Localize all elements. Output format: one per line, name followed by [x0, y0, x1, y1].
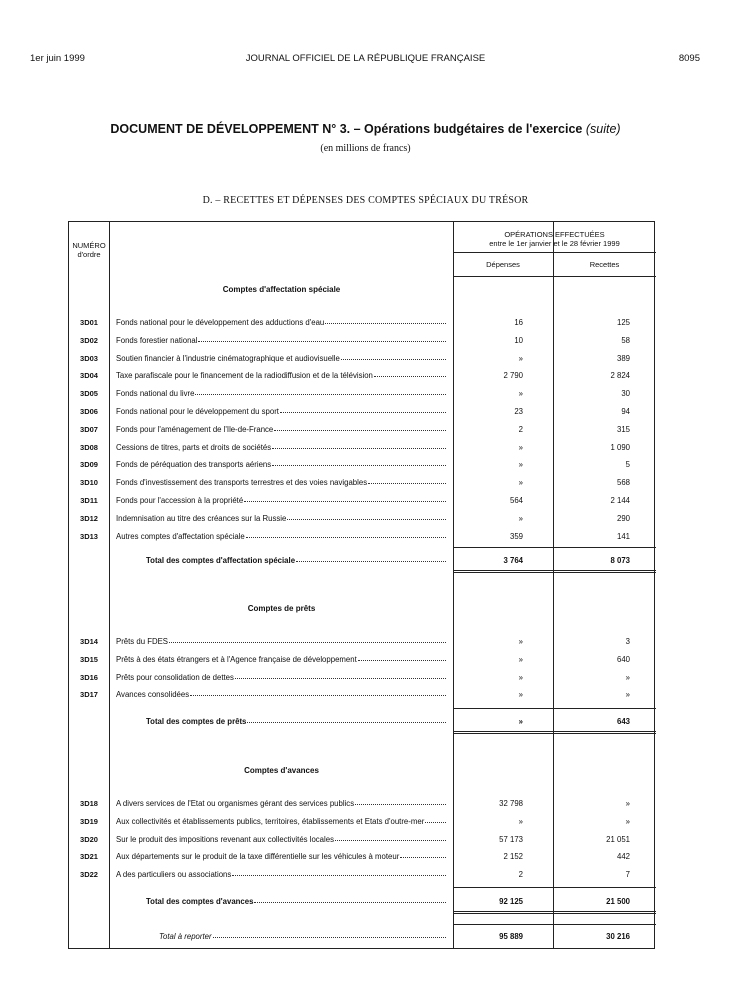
- total-recettes: 21 500: [606, 897, 630, 906]
- report-row: [69, 931, 656, 945]
- leader-dots: [400, 852, 446, 858]
- table-row: [69, 459, 656, 473]
- group-title: Comptes de prêts: [247, 604, 316, 613]
- group-title: Comptes d'affectation spéciale: [222, 285, 341, 294]
- row-depenses: 359: [509, 531, 523, 541]
- row-number: 3D01: [80, 318, 98, 327]
- header-journal-title: JOURNAL OFFICIEL DE LA RÉPUBLIQUE FRANÇAISE: [245, 53, 486, 64]
- header-divider: [453, 276, 656, 277]
- header-page-number: 8095: [678, 53, 700, 64]
- row-recettes: »: [625, 799, 630, 808]
- row-label: [116, 354, 448, 363]
- row-label: [116, 673, 448, 682]
- row-depenses: »: [518, 654, 523, 664]
- total-double-rule: [453, 731, 656, 734]
- table-row: [69, 531, 656, 545]
- row-recettes: 2 144: [610, 496, 630, 505]
- row-number: 3D03: [80, 353, 98, 363]
- row-label-text: Fonds d'investissement des transports terrestres et des voies navigables: [116, 478, 368, 488]
- document-unit: (en millions de francs): [320, 143, 411, 154]
- row-label-text: Cessions de titres, parts et droits de sociétés: [116, 442, 272, 452]
- row-recettes: 7: [625, 870, 630, 880]
- row-depenses: 2 152: [503, 852, 523, 862]
- row-number: 3D17: [80, 690, 98, 700]
- row-label-text: Prêts pour consolidation de dettes: [116, 672, 234, 682]
- total-label-text: Total des comptes d'avances: [146, 897, 254, 906]
- row-label: [116, 407, 448, 416]
- header-date: 1er juin 1999: [30, 53, 85, 64]
- leader-dots: [190, 690, 446, 696]
- total-rule: [453, 708, 656, 709]
- row-number: 3D18: [80, 799, 98, 808]
- row-recettes: 442: [616, 852, 630, 862]
- row-label: [116, 371, 448, 380]
- leader-dots: [272, 443, 446, 449]
- table-row: [69, 816, 656, 830]
- table-row: [69, 388, 656, 402]
- row-number: 3D12: [80, 513, 98, 523]
- row-label-text: Autres comptes d'affectation spéciale: [116, 531, 245, 541]
- total-depenses: »: [518, 717, 523, 726]
- num-header-label: NUMÉRO: [72, 241, 106, 250]
- row-label-text: A divers services de l'Etat ou organismes gérant des services publics: [116, 799, 355, 808]
- row-label-text: Fonds national pour le développement des adductions d'eau: [116, 318, 325, 327]
- row-label: [116, 655, 448, 664]
- row-number: 3D20: [80, 834, 98, 844]
- row-depenses: 2: [518, 870, 523, 880]
- total-label: [146, 897, 448, 906]
- row-recettes: 30: [621, 389, 630, 399]
- total-rule: [453, 924, 656, 925]
- table-row: [69, 495, 656, 509]
- row-label: [116, 835, 448, 844]
- row-number: 3D04: [80, 371, 98, 381]
- leader-dots: [335, 835, 446, 841]
- header-divider: [453, 252, 656, 253]
- total-rule: [453, 887, 656, 888]
- operations-header-label: OPÉRATIONS EFFECTUÉES: [504, 230, 605, 239]
- row-number: 3D15: [80, 654, 98, 664]
- row-number: 3D10: [80, 478, 98, 488]
- table-row: [69, 353, 656, 367]
- leader-dots: [355, 799, 446, 805]
- row-label-text: Avances consolidées: [116, 690, 190, 700]
- row-label: [116, 318, 448, 327]
- table-row: [69, 689, 656, 703]
- operations-header-sub: entre le 1er janvier et le 28 février 1999: [489, 238, 620, 248]
- leader-dots: [341, 354, 446, 360]
- total-recettes: 8 073: [610, 556, 630, 565]
- row-label-text: Fonds pour l'accession à la propriété: [116, 496, 244, 505]
- table-row: [69, 798, 656, 812]
- section-title: D. – RECETTES ET DÉPENSES DES COMPTES SPÉCIAUX DU TRÉSOR: [202, 195, 529, 206]
- row-label-text: A des particuliers ou associations: [116, 870, 232, 880]
- row-recettes: 125: [616, 318, 630, 327]
- leader-dots: [325, 318, 446, 324]
- row-recettes: »: [625, 690, 630, 700]
- leader-dots: [213, 932, 446, 938]
- row-label: [116, 532, 448, 541]
- row-number: 3D02: [80, 335, 98, 345]
- table-row: [69, 672, 656, 686]
- row-label: [116, 870, 448, 879]
- document-title: [0, 122, 731, 136]
- row-depenses: 32 798: [499, 799, 523, 808]
- accounts-table: [68, 221, 655, 949]
- total-double-rule: [453, 570, 656, 573]
- row-depenses: »: [518, 672, 523, 682]
- total-row: [69, 555, 656, 569]
- row-depenses: 2: [518, 424, 523, 434]
- leader-dots: [358, 655, 446, 661]
- row-number: 3D16: [80, 672, 98, 682]
- total-depenses: 95 889: [499, 932, 523, 941]
- row-number: 3D07: [80, 424, 98, 434]
- leader-dots: [169, 637, 446, 643]
- row-depenses: »: [518, 389, 523, 399]
- total-depenses: 92 125: [499, 897, 523, 906]
- row-label-text: Aux départements sur le produit de la taxe différentielle sur les véhicules à moteur: [116, 852, 400, 862]
- row-depenses: »: [518, 690, 523, 700]
- table-row: [69, 654, 656, 668]
- total-double-rule: [453, 911, 656, 914]
- total-label-text: Total des comptes d'affectation spéciale: [146, 556, 296, 565]
- row-depenses: 2 790: [503, 371, 523, 381]
- row-label: [116, 460, 448, 469]
- row-label-text: Fonds national du livre: [116, 389, 195, 399]
- table-row: [69, 406, 656, 420]
- row-recettes: 389: [616, 353, 630, 363]
- row-recettes: 94: [621, 407, 630, 416]
- row-depenses: »: [518, 478, 523, 488]
- row-label: [116, 425, 448, 434]
- leader-dots: [235, 673, 446, 679]
- num-header-sub: d'ordre: [77, 249, 101, 259]
- leader-dots: [425, 817, 446, 823]
- total-label-text: Total à reporter: [159, 932, 212, 941]
- row-label: [116, 496, 448, 505]
- total-label: [146, 717, 448, 726]
- total-rule: [453, 547, 656, 548]
- row-depenses: »: [518, 637, 523, 646]
- row-label-text: Fonds forestier national: [116, 335, 198, 345]
- row-recettes: 5: [625, 460, 630, 470]
- row-recettes: 290: [616, 513, 630, 523]
- row-depenses: 16: [514, 318, 523, 327]
- leader-dots: [244, 496, 446, 502]
- row-depenses: 564: [509, 496, 523, 505]
- row-label: [116, 389, 448, 398]
- table-row: [69, 442, 656, 456]
- row-recettes: 568: [616, 478, 630, 488]
- row-number: 3D08: [80, 442, 98, 452]
- row-recettes: 141: [616, 531, 630, 541]
- row-recettes: 21 051: [606, 834, 630, 844]
- leader-dots: [287, 514, 446, 520]
- row-label: [116, 514, 448, 523]
- row-label-text: Taxe parafiscale pour le financement de la radiodiffusion et de la télévision: [116, 371, 373, 381]
- row-label-text: Soutien financier à l'industrie cinématographique et audiovisuelle: [116, 353, 340, 363]
- leader-dots: [247, 717, 446, 723]
- row-label-text: Sur le produit des impositions revenant aux collectivités locales: [116, 834, 334, 844]
- total-depenses: 3 764: [503, 556, 523, 565]
- row-depenses: 57 173: [499, 834, 523, 844]
- row-number: 3D05: [80, 389, 98, 399]
- depenses-column-header: Dépenses: [486, 260, 520, 269]
- table-row: [69, 851, 656, 865]
- row-depenses: 23: [514, 407, 523, 416]
- row-recettes: 1 090: [610, 442, 630, 452]
- total-label: [159, 932, 448, 941]
- row-number: 3D13: [80, 531, 98, 541]
- total-row: [69, 896, 656, 910]
- leader-dots: [272, 460, 446, 466]
- row-recettes: »: [625, 816, 630, 826]
- leader-dots: [274, 425, 446, 431]
- row-label: [116, 336, 448, 345]
- row-label-text: Indemnisation au titre des créances sur la Russie: [116, 513, 287, 523]
- document-title-suffix: (suite): [585, 122, 621, 136]
- leader-dots: [246, 532, 446, 538]
- row-label: [116, 799, 448, 808]
- leader-dots: [296, 556, 446, 562]
- row-recettes: 2 824: [610, 371, 630, 381]
- table-row: [69, 834, 656, 848]
- row-depenses: »: [518, 513, 523, 523]
- row-label-text: Prêts du FDES: [116, 637, 168, 646]
- row-label: [116, 690, 448, 699]
- row-number: 3D22: [80, 870, 98, 880]
- row-recettes: »: [625, 672, 630, 682]
- row-depenses: »: [518, 353, 523, 363]
- row-recettes: 58: [621, 335, 630, 345]
- total-row: [69, 716, 656, 730]
- leader-dots: [198, 336, 446, 342]
- row-depenses: »: [518, 442, 523, 452]
- table-row: [69, 370, 656, 384]
- row-recettes: 3: [625, 637, 630, 646]
- row-label: [116, 852, 448, 861]
- leader-dots: [374, 371, 446, 377]
- row-label: [116, 637, 448, 646]
- row-recettes: 640: [616, 654, 630, 664]
- row-depenses: »: [518, 460, 523, 470]
- leader-dots: [195, 389, 446, 395]
- row-number: 3D09: [80, 460, 98, 470]
- row-label-text: Fonds pour l'aménagement de l'Ile-de-France: [116, 424, 274, 434]
- row-label-text: Prêts à des états étrangers et à l'Agence française de développement: [116, 654, 357, 664]
- leader-dots: [368, 478, 446, 484]
- leader-dots: [254, 897, 446, 903]
- row-label-text: Fonds de péréquation des transports aériens: [116, 460, 272, 470]
- table-row: [69, 335, 656, 349]
- total-recettes: 643: [616, 717, 630, 726]
- row-label: [116, 478, 448, 487]
- row-label-text: Aux collectivités et établissements publics, territoires, établissements et Etats d'outre-mer: [116, 816, 425, 826]
- operations-column-header: [453, 231, 656, 248]
- total-label: [146, 556, 448, 565]
- row-label-text: Fonds national pour le développement du sport: [116, 407, 279, 416]
- table-row: [69, 869, 656, 883]
- row-number: 3D11: [80, 496, 98, 505]
- table-row: [69, 513, 656, 527]
- leader-dots: [232, 870, 446, 876]
- row-label: [116, 443, 448, 452]
- row-number: 3D14: [80, 637, 98, 646]
- row-label: [116, 817, 448, 826]
- table-row: [69, 477, 656, 491]
- row-number: 3D21: [80, 852, 98, 862]
- table-row: [69, 424, 656, 438]
- row-number: 3D06: [80, 407, 98, 416]
- total-label-text: Total des comptes de prêts: [146, 717, 247, 726]
- num-column-header: [69, 242, 109, 259]
- row-recettes: 315: [616, 424, 630, 434]
- total-recettes: 30 216: [606, 932, 630, 941]
- row-number: 3D19: [80, 816, 98, 826]
- recettes-column-header: Recettes: [589, 260, 620, 269]
- document-title-text: DOCUMENT DE DÉVELOPPEMENT N° 3. – Opérations budgétaires de l'exercice: [110, 122, 583, 136]
- leader-dots: [280, 407, 446, 413]
- table-row: [69, 317, 656, 331]
- row-depenses: »: [518, 816, 523, 826]
- group-title: Comptes d'avances: [244, 766, 319, 775]
- row-depenses: 10: [514, 335, 523, 345]
- table-row: [69, 636, 656, 650]
